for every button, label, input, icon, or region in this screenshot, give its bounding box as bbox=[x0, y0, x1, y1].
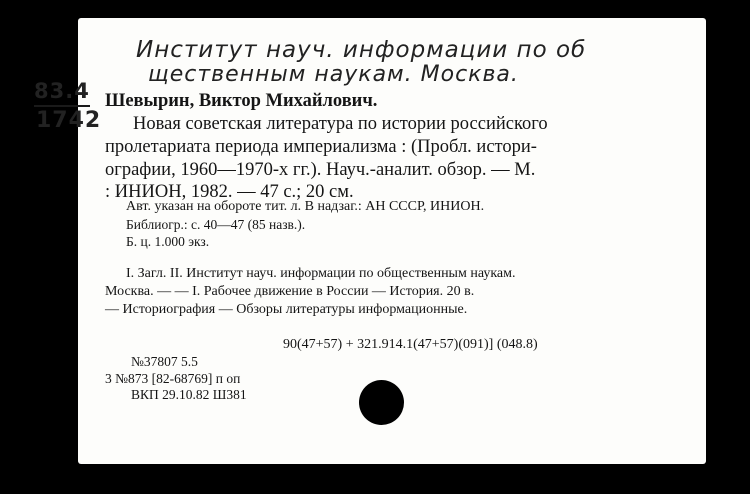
call-number-bottom: 1742 bbox=[36, 108, 102, 133]
author-heading: Шевырин, Виктор Михайлович. bbox=[105, 91, 378, 111]
title-line-3: ографии, 1960—1970-х гг.). Науч.-аналит. обзор. — М. bbox=[105, 160, 536, 180]
tracing-line-2: Москва. — — I. Рабочее движение в России — История. 20 в. bbox=[105, 284, 475, 299]
card-punch-hole bbox=[359, 380, 404, 425]
note-print-run: Б. ц. 1.000 экз. bbox=[126, 234, 210, 249]
handwritten-note-line-1: Институт науч. информации по об bbox=[136, 37, 587, 63]
call-number-divider bbox=[34, 105, 90, 107]
accession-number: №37807 5.5 bbox=[131, 354, 198, 369]
registry-stamp: ВКП 29.10.82 Ш381 bbox=[131, 387, 247, 402]
tracing-line-3: — Историография — Обзоры литературы информационные. bbox=[105, 302, 468, 317]
note-author-verso: Авт. указан на обороте тит. л. В надзаг.: АН СССР, ИНИОН. bbox=[126, 199, 485, 214]
classification-index: 90(47+57) + 321.914.1(47+57)(091)] (048.8) bbox=[283, 337, 538, 352]
order-number: 3 №873 [82-68769] п оп bbox=[105, 371, 241, 386]
title-line-2: пролетариата периода империализма : (Пробл. истори- bbox=[105, 137, 537, 157]
tracing-line-1: I. Загл. II. Институт науч. информации по общественным наукам. bbox=[126, 266, 516, 281]
title-line-1: Новая советская литература по истории российского bbox=[133, 114, 548, 134]
call-number-top: 83.4 bbox=[34, 79, 90, 103]
handwritten-note-line-2: щественным наукам. Москва. bbox=[148, 62, 519, 87]
title-line-4: : ИНИОН, 1982. — 47 с.; 20 см. bbox=[105, 182, 354, 202]
note-bibliography: Библиогр.: с. 40—47 (85 назв.). bbox=[126, 217, 306, 232]
